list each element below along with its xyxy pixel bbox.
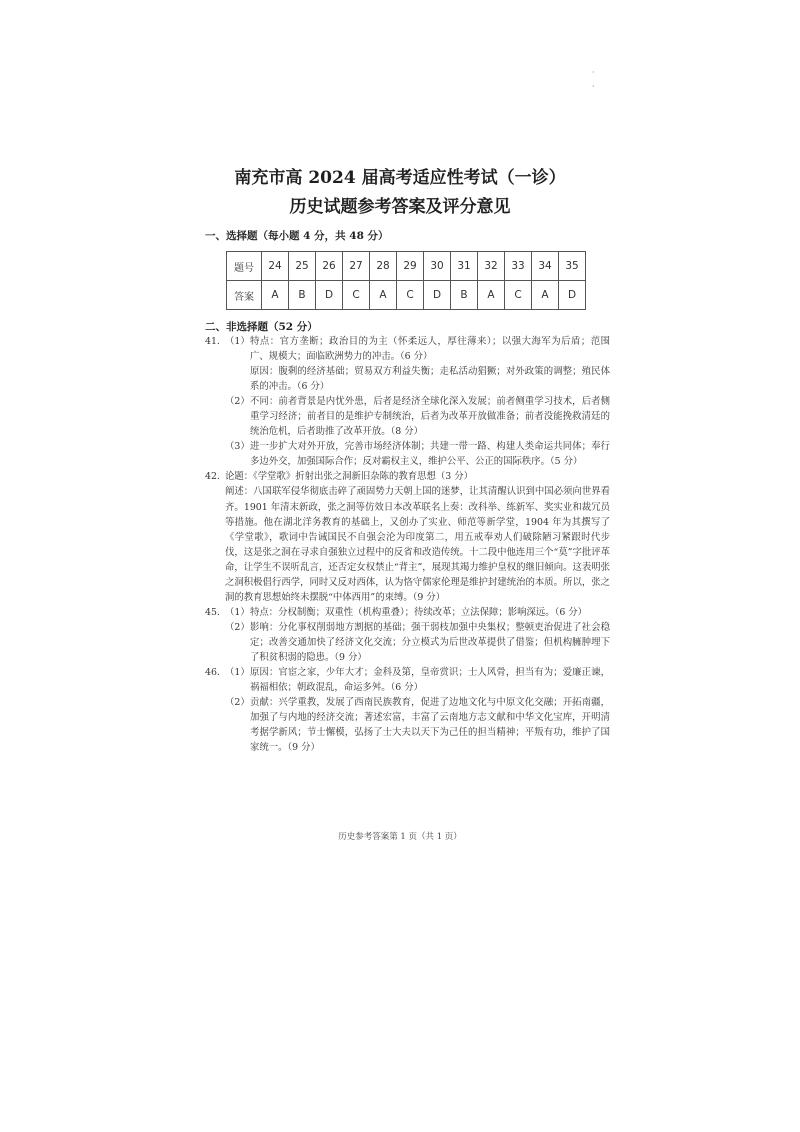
question-45: [205, 605, 610, 665]
answer-cell: A: [478, 281, 505, 310]
question-42: [205, 469, 610, 484]
answer-body: [205, 334, 610, 755]
question-number: 29: [397, 252, 424, 281]
answer-text: 不同：前者背景是内忧外患，后者是经济全球化深入发展；前者侧重学习技术，后者侧重学习经济；前者目的是维护专制统治，后者为改革开放做准备；前者没能挽救清廷的统治危机，后者助推了改革开放。（8 分）: [250, 396, 610, 438]
question-number: 33: [505, 252, 532, 281]
question-number-label: 45.: [205, 606, 220, 618]
row-label-question: 题号: [227, 252, 262, 281]
question-number-label: 46.: [205, 667, 220, 679]
sub-label: （2）: [225, 621, 250, 633]
answer-text: 阐述：八国联军侵华彻底击碎了顽固势力天朝上国的迷梦，让其清醒认识到中国必须向世界看齐。1901 年清末新政，张之洞等仿效日本改革联名上奏：改科举、练新军、奖实业和裁冗员等措施。他在湖北洋务教育的基础上，又创办了实业、师范等新学堂，1904 年为其撰写了《学堂歌》，歌词中告诫国民不自强会沦为印度第二，用五戒奉劝人们破除陋习紧跟时代步伐，这是张之洞在寻求自强独立过程中的反省和改造传统。十二段中他连用三个“莫”字批评革命，让学生不误听乱言，还否定女权禁止“背主”，展现其竭力维护皇权的继旧倾向。这表明张之洞积极倡行西学，同时又反对西体，认为恪守儒家伦理是维护封建统治的本质。所以，张之洞的教育思想始终未摆脱“中体西用”的束缚。（9 分）: [225, 486, 610, 603]
question-number: 26: [316, 252, 343, 281]
answer-cell: C: [505, 281, 532, 310]
question-number: 31: [451, 252, 478, 281]
question-number: 28: [370, 252, 397, 281]
question-number: 32: [478, 252, 505, 281]
answer-table: [226, 251, 586, 310]
answer-text: 原因：腹剩的经济基础；贸易双方利益失衡；走私活动猖獗；对外政策的调整；殖民体系的冲击。（6 分）: [250, 366, 610, 393]
answer-row: [227, 281, 586, 310]
sub-label: （2）: [225, 697, 250, 709]
sub-label: （1）: [225, 336, 250, 347]
answer-text: 贡献：兴学重教，发展了西南民族教育，促进了边地文化与中原文化交融；开拓南疆，加强了与内地的经济交流；著述宏富，丰富了云南地方志文献和中华文化宝库，开明清考据学新风；节士懈模，弘扬了士大夫以天下为己任的担当精神；平叛有功，维护了国家统一。（9 分）: [250, 697, 610, 754]
answer-text: 原因：官宦之家，少年大才；金科及第，皇帝赏识；士人风骨，担当有为；爱廉正谏，祸福相依；朝政混乱，命运多舛。（6 分）: [250, 667, 610, 694]
answer-cell: D: [316, 281, 343, 310]
answer-text: 影响：分化事权削弱地方割据的基础；强干弱枝加强中央集权；整顿吏治促进了社会稳定；改善交通加快了经济文化交流；分立模式为后世改革提供了借鉴；但机构臃肿埋下了积贫积弱的隐患。（9 分）: [250, 621, 610, 663]
question-number: 25: [289, 252, 316, 281]
answer-cell: A: [370, 281, 397, 310]
question-number-label: 42.: [205, 471, 220, 483]
question-number: 34: [532, 252, 559, 281]
question-46: [205, 665, 610, 755]
answer-text: 特点：分权制衡；双重性（机构重叠）；待续改革；立法保障；影响深远。（6 分）: [250, 606, 588, 618]
section1-heading: 一、选择题（每小题 4 分，共 48 分）: [205, 230, 389, 242]
answer-cell: B: [451, 281, 478, 310]
sub-label: （1）: [225, 667, 250, 679]
corner-marks: · ·: [592, 68, 595, 91]
answer-cell: D: [424, 281, 451, 310]
document-subtitle: 历史试题参考答案及评分意见: [289, 197, 511, 217]
answer-text: 进一步扩大对外开放，完善市场经济体制；共建一带一路、构建人类命运共同体；奉行多边外交，加强国际合作；反对霸权主义，维护公平、公正的国际秩序。（5 分）: [250, 441, 610, 468]
answer-cell: D: [559, 281, 586, 310]
section2-heading: 二、非选择题（52 分）: [205, 321, 318, 333]
question-number-row: [227, 252, 586, 281]
row-label-answer: 答案: [227, 281, 262, 310]
exam-title: 南充市高 2024 届高考适应性考试（一诊）: [234, 168, 566, 188]
answer-cell: A: [262, 281, 289, 310]
answer-cell: A: [532, 281, 559, 310]
answer-cell: B: [289, 281, 316, 310]
answer-cell: C: [397, 281, 424, 310]
question-number: 24: [262, 252, 289, 281]
sub-label: （3）: [225, 441, 250, 453]
answer-cell: C: [343, 281, 370, 310]
page-footer: 历史参考答案第 1 页（共 1 页）: [338, 832, 462, 842]
answer-text: 特点：官方垄断；政治目的为主（怀柔远人，厚往薄来）；以强大海军为后盾；范围广、规模大；面临欧洲势力的冲击。（6 分）: [250, 336, 610, 363]
question-41: [205, 334, 610, 469]
question-number-label: 41.: [205, 336, 220, 347]
sub-label: （2）: [225, 396, 250, 408]
question-number: 35: [559, 252, 586, 281]
question-number: 27: [343, 252, 370, 281]
sub-label: （1）: [225, 606, 250, 618]
question-number: 30: [424, 252, 451, 281]
answer-text: 论题：《学堂歌》折射出张之洞新旧杂陈的教育思想（3 分）: [225, 471, 474, 483]
